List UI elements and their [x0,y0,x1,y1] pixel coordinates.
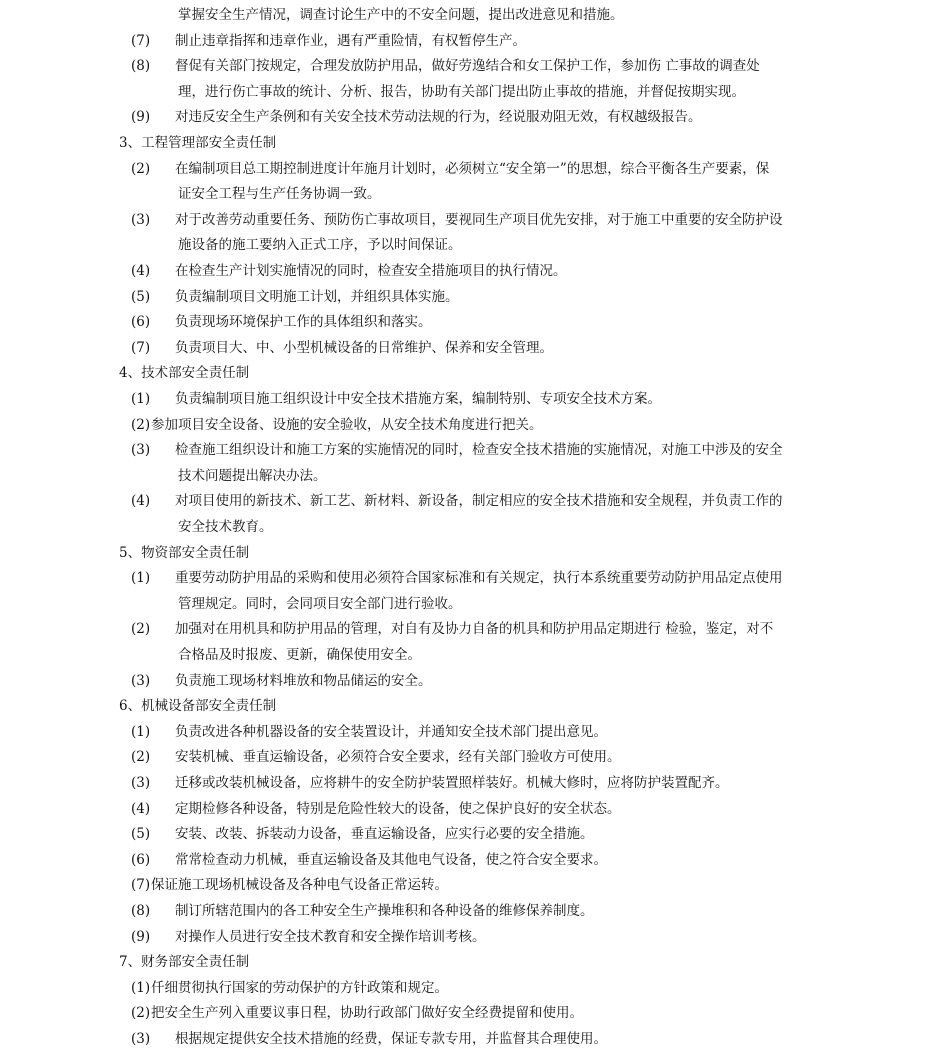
item-number: (9) [131,928,151,945]
section-heading: 6、机械设备部安全责任制 [119,698,277,715]
item-text-continuation: 技术问题提出解决办法。 [178,467,327,484]
item-number: (4) [131,800,151,817]
item-text: 检查施工组织设计和施工方案的实施情况的同时，检查安全技术措施的实施情况，对施工中涉及的安全 [175,442,783,459]
item-text-continuation: 施设备的施工要纳入正式工序，予以时间保证。 [178,237,462,254]
item-text: 定期检修各种设备，特别是危险性较大的设备，使之保护良好的安全状态。 [175,800,621,817]
item-number: (6) [131,851,151,868]
item-text: 督促有关部门按规定，合理发放防护用品，做好劳逸结合和女工保护工作，参加伤 亡事故的调查处 [175,58,760,75]
item-number: (2) [131,621,151,638]
item-number: (5) [131,826,151,843]
item-text: 对违反安全生产条例和有关安全技术劳动法规的行为，经说服劝阻无效，有权越级报告。 [175,109,702,126]
item-text: 制止违章指挥和违章作业，遇有严重险情，有权暂停生产。 [175,32,526,49]
item-text: 仟细贯彻执行国家的劳动保护的方针政策和规定。 [151,979,448,996]
item-number: (1) [131,979,151,996]
item-text: 负责现场环境保护工作的具体组织和落实。 [175,314,432,331]
item-number: (2) [131,416,151,433]
item-number: (1) [131,723,151,740]
item-number: (5) [131,288,151,305]
section-heading: 4、技术部安全责任制 [119,365,250,382]
item-number: (9) [131,109,151,126]
item-text: 负责改进各种机器设备的安全装置设计，并通知安全技术部门提出意见。 [175,723,607,740]
item-number: (4) [131,263,151,279]
item-text: 制订所辖范围内的各工种安全生产操堆积和各种设备的维修保养制度。 [175,903,594,919]
item-number: (3) [131,1031,151,1047]
item-number: (3) [131,211,151,228]
item-number: (3) [131,672,151,689]
item-text: 对项目使用的新技术、新工艺、新材料、新设备，制定相应的安全技术措施和安全规程，并负责工作的 [175,493,783,510]
section-heading: 3、工程管理部安全责任制 [119,135,277,151]
item-text: 在检查生产计划实施情况的同时，检查安全措施项目的执行情况。 [175,263,567,279]
item-text: 负责编制项目文明施工计划，并组织具体实施。 [175,288,459,305]
section-heading: 5、物资部安全责任制 [119,544,250,561]
item-text: 安装、改装、拆装动力设备，垂直运输设备，应实行必要的安全措施。 [175,826,594,843]
item-text: 参加项目安全设备、设施的安全验收，从安全技术角度进行把关。 [151,416,543,433]
item-text-continuation: 证安全工程与生产任务协调一致。 [178,186,381,203]
item-number: (2) [131,1005,151,1022]
item-number: (7) [131,339,151,356]
item-text: 在编制项目总工期控制进度计年施月计划时，必须树立“安全第一”的思想，综合平衡各生产要素，保 [175,160,770,177]
item-number: (2) [131,749,151,766]
item-number: (3) [131,775,151,791]
item-text: 常常检查动力机械，垂直运输设备及其他电气设备，使之符合安全要求。 [175,851,607,868]
item-text: 把安全生产列入重要议事日程，协助行政部门做好安全经费提留和使用。 [151,1005,583,1022]
item-number: (8) [131,903,151,919]
item-text-continuation: 合格品及时报废、更新，确保使用安全。 [178,647,421,663]
item-number: (8) [131,58,151,75]
item-text: 保证施工现场机械设备及各种电气设备正常运转。 [151,877,448,894]
item-text: 对操作人员进行安全技术教育和安全操作培训考核。 [175,928,486,945]
item-text: 对于改善劳动重要任务、预防伤亡事故项目，要视同生产项目优先安排，对于施工中重要的安全防护设 [175,211,783,228]
item-number: (3) [131,442,151,459]
item-number: (2) [131,160,151,177]
item-text: 安装机械、垂直运输设备，必须符合安全要求，经有关部门验收方可使用。 [175,749,621,766]
item-text: 负责施工现场材料堆放和物品储运的安全。 [175,672,432,689]
item-text: 负责编制项目施工组织设计中安全技术措施方案，编制特别、专项安全技术方案。 [175,391,661,407]
item-number: (6) [131,314,151,331]
item-number: (1) [131,391,151,407]
item-text-continuation: 理，进行伤亡事故的统计、分析、报告，协助有关部门提出防止事故的措施，并督促按期实现。 [178,83,745,100]
item-text-continuation: 安全技术教育。 [178,519,273,535]
item-text: 重要劳动防护用品的采购和使用必须符合国家标准和有关规定，执行本系统重要劳动防护用品定点使用 [175,570,783,587]
section-heading: 7、财务部安全责任制 [119,954,250,971]
item-number: (1) [131,570,151,587]
item-text-continuation: 管理规定。同时，会同项目安全部门进行验收。 [178,595,462,612]
item-number: (4) [131,493,151,510]
item-number: (7) [131,877,151,894]
item-text: 负责项目大、中、小型机械设备的日常维护、保养和安全管理。 [175,339,553,356]
item-text: 迁移或改装机械设备，应将耕牛的安全防护装置照样装好。机械大修时，应将防护装置配齐。 [175,775,729,791]
item-text: 加强对在用机具和防护用品的管理，对自有及协力自备的机具和防护用品定期进行 检验，鉴定，对不 [175,621,774,638]
item-text-continuation: 掌握安全生产情况，调查讨论生产中的不安全问题，提出改进意见和措施。 [178,7,624,23]
item-text: 根据规定提供安全技术措施的经费，保证专款专用，并监督其合理使用。 [175,1031,607,1047]
item-number: (7) [131,32,151,49]
